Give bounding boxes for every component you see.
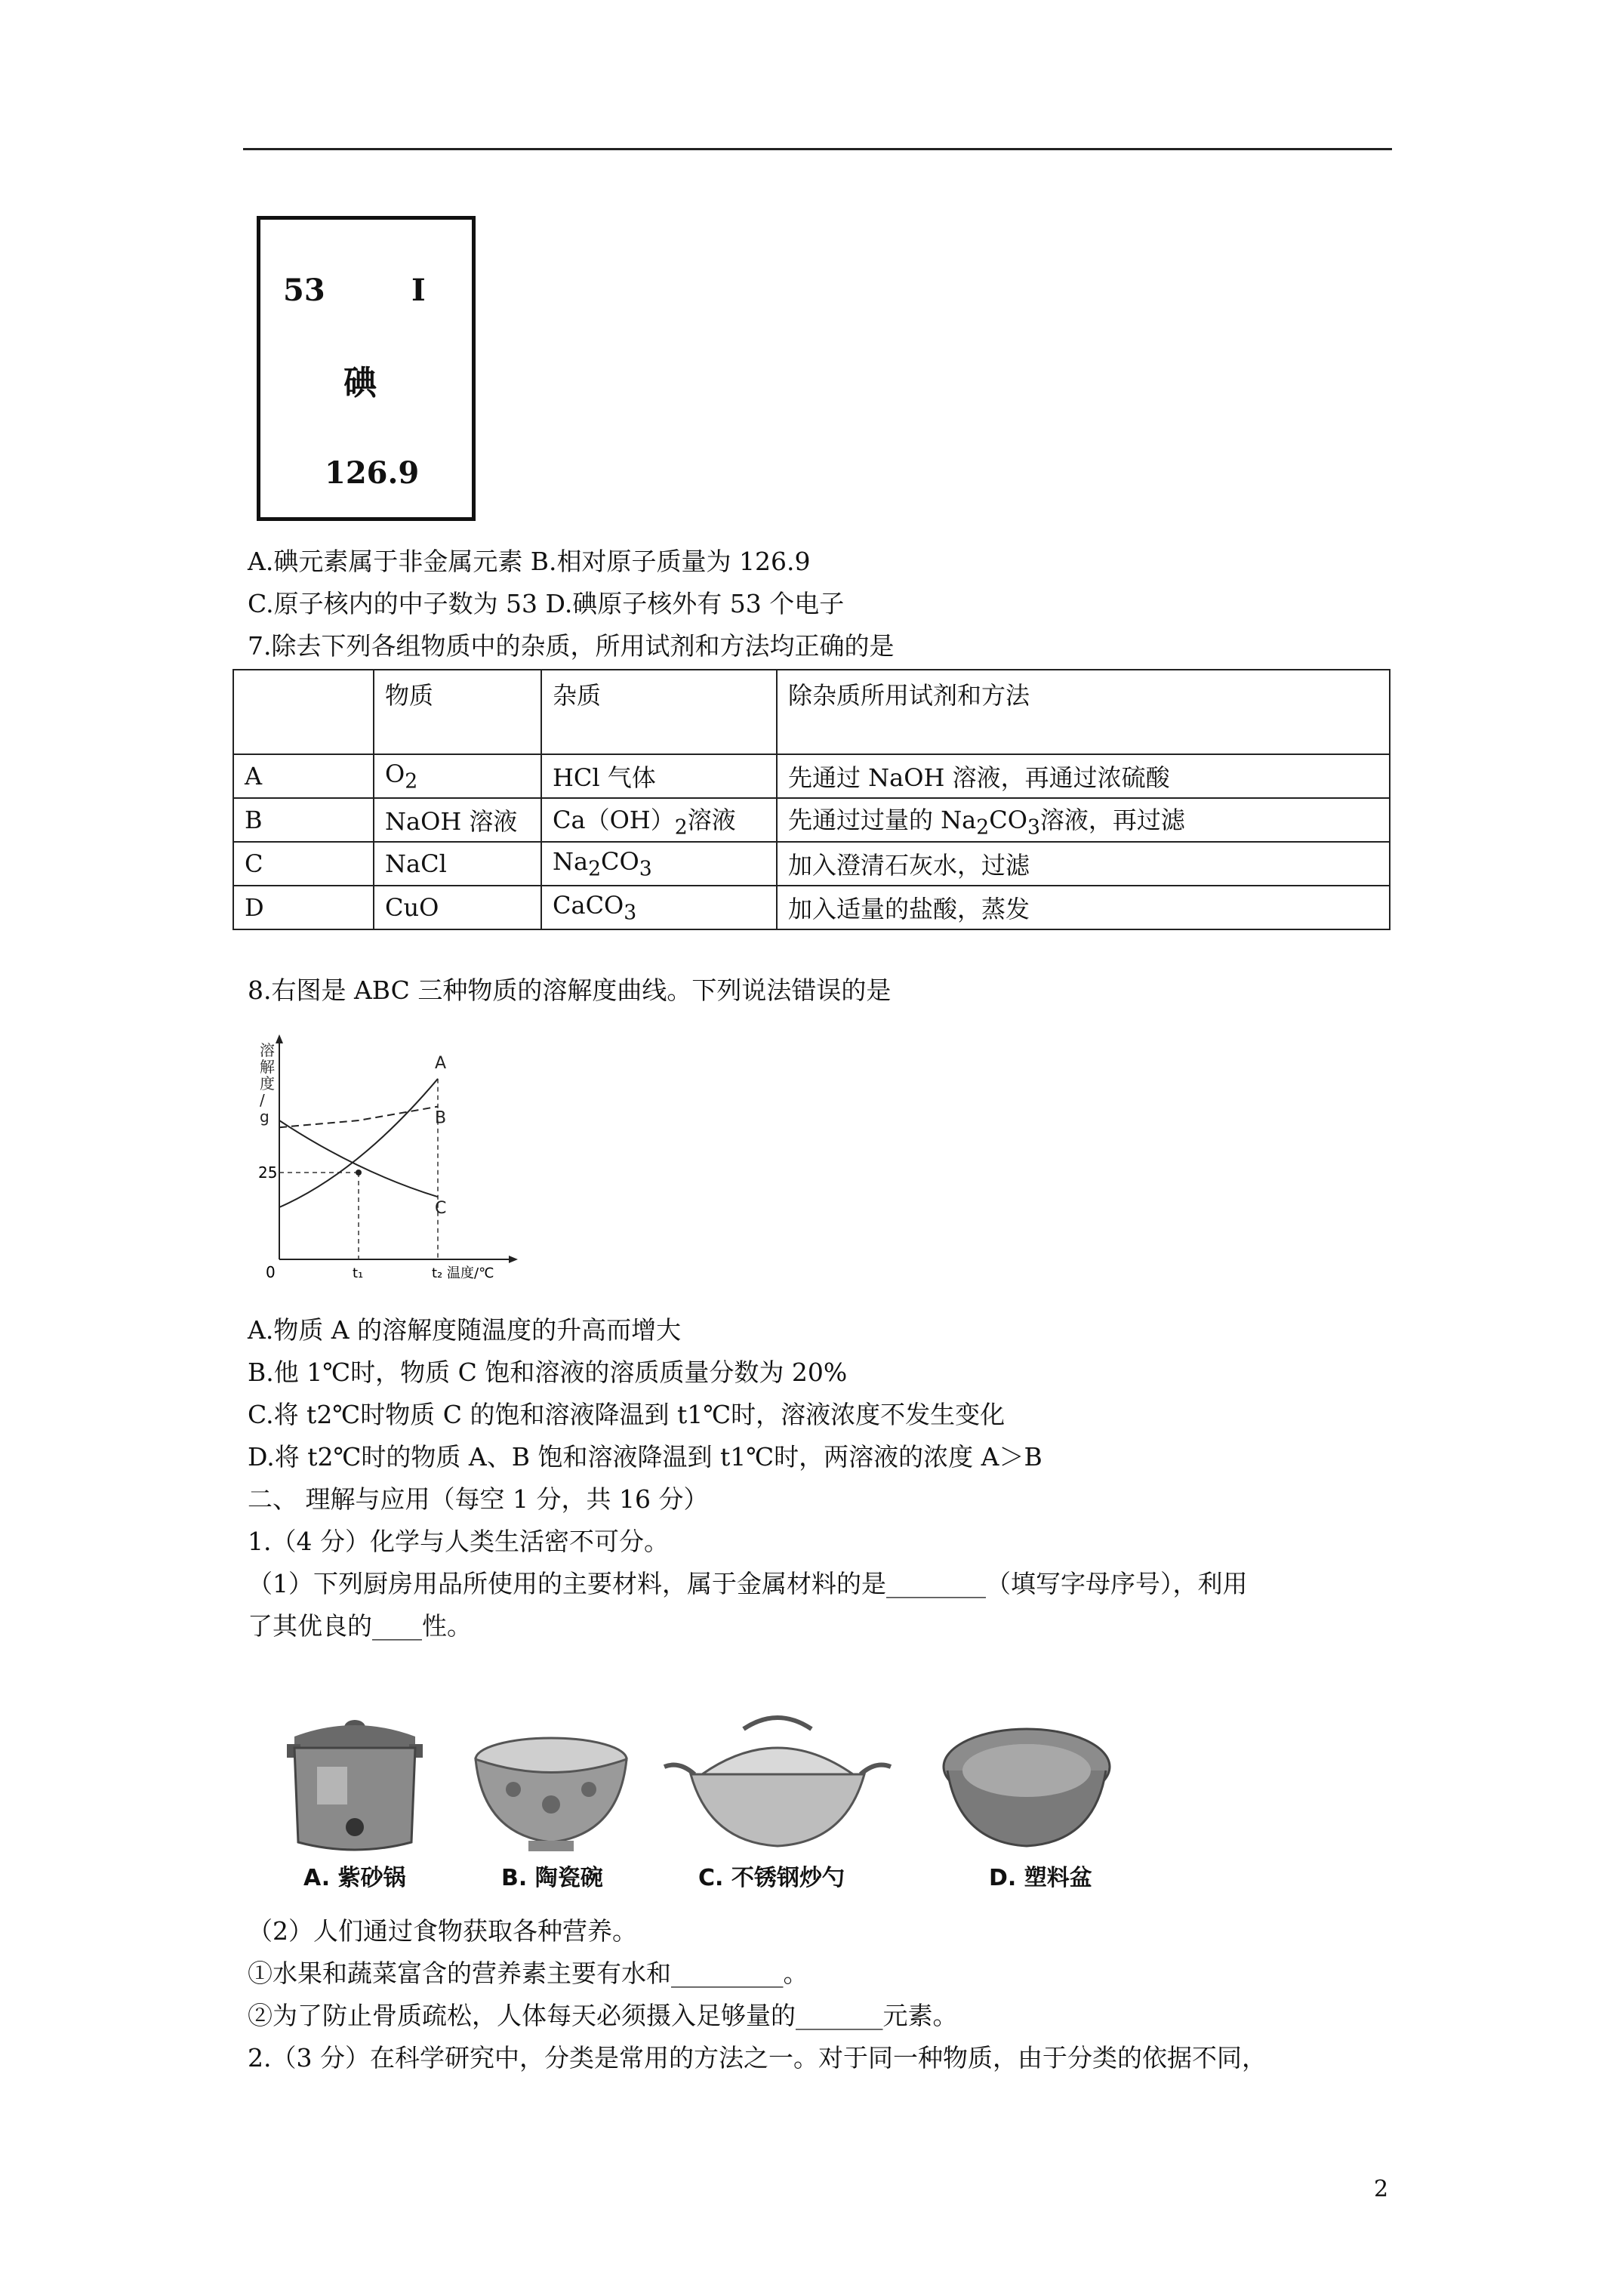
impurity-cell: $Na_2CO_3$ <box>541 842 777 886</box>
q1-1-line-1: （1）下列厨房用品所使用的主要材料，属于金属材料的是________（填写字母序号），利用 <box>248 1569 1248 1598</box>
series-label-A: A <box>435 1053 447 1073</box>
q1-2-title: （2）人们通过食物获取各种营养。 <box>248 1916 637 1946</box>
table-row <box>233 754 1390 798</box>
impurity-cell: $Ca(OH)_2$溶液 <box>541 798 777 842</box>
q8-option-b: B.他 1℃时，物质 C 饱和溶液的溶质质量分数为 20% <box>248 1358 848 1387</box>
atomic-number: 53 <box>283 273 325 308</box>
x-axis-arrow <box>509 1256 518 1263</box>
series-label-B: B <box>435 1108 447 1128</box>
row-label: A <box>233 754 374 798</box>
origin-label: 0 <box>266 1263 276 1281</box>
substance-cell: CuO <box>374 886 541 929</box>
q7-title: 7.除去下列各组物质中的杂质，所用试剂和方法均正确的是 <box>248 631 895 661</box>
solubility-chart <box>257 1033 528 1282</box>
series-line-A <box>279 1079 438 1207</box>
section-heading: 二、 理解与应用（每空 1 分，共 16 分） <box>248 1484 709 1514</box>
atomic-mass: 126.9 <box>325 455 420 491</box>
substance-cell: $O_2$ <box>374 754 541 798</box>
q7-table <box>233 669 1390 930</box>
x-axis-label: 温度/℃ <box>447 1265 494 1281</box>
item-label-d: D. 塑料盆 <box>989 1865 1092 1891</box>
header-rule <box>243 148 1392 150</box>
series-label-C: C <box>435 1199 447 1219</box>
q6-option-line-2: C.原子核内的中子数为 53 D.碘原子核外有 53 个电子 <box>248 589 845 618</box>
row-label: D <box>233 886 374 929</box>
row-label: B <box>233 798 374 842</box>
q6-option-line-1: A.碘元素属于非金属元素 B.相对原子质量为 126.9 <box>248 547 811 576</box>
table-header-row <box>233 670 1390 754</box>
impurity-cell: CaCO$_3$ <box>541 886 777 929</box>
page-number: 2 <box>1374 2176 1389 2202</box>
q8-option-c: C.将 t2℃时物质 C 的饱和溶液降温到 t1℃时，溶液浓度不发生变化 <box>248 1400 1006 1429</box>
method-cell: 加入适量的盐酸，蒸发 <box>777 886 1390 929</box>
row-label: C <box>233 842 374 886</box>
element-name: 碘 <box>343 364 377 402</box>
q8-title: 8.右图是 ABC 三种物质的溶解度曲线。下列说法错误的是 <box>248 975 892 1005</box>
item-label-b: B. 陶瓷碗 <box>501 1865 603 1891</box>
table-header-cell: 除杂质所用试剂和方法 <box>777 670 1390 754</box>
y-axis-label: 溶解度/ g <box>260 1041 275 1126</box>
intersection-point <box>356 1170 362 1176</box>
item-label-c: C. 不锈钢炒勺 <box>698 1865 845 1891</box>
x-tick-1: t₁ <box>353 1265 364 1281</box>
table-header-cell: 杂质 <box>541 670 777 754</box>
method-cell: 加入澄清石灰水，过滤 <box>777 842 1390 886</box>
table-header-cell: 物质 <box>374 670 541 754</box>
periodic-element-card <box>257 216 476 521</box>
x-tick-2: t₂ <box>432 1265 443 1281</box>
table-row <box>233 798 1390 842</box>
impurity-cell: HCl 气体 <box>541 754 777 798</box>
q8-option-d: D.将 t2℃时的物质 A、B 饱和溶液降温到 t1℃时，两溶液的浓度 A＞B <box>248 1442 1042 1472</box>
q1-1-line-2: 了其优良的____性。 <box>248 1611 472 1641</box>
table-row <box>233 886 1390 929</box>
table-row <box>233 842 1390 886</box>
q1-2-b: ②为了防止骨质疏松，人体每天必须摄入足够量的_______元素。 <box>248 2001 958 2030</box>
method-cell: 先通过 NaOH 溶液，再通过浓硫酸 <box>777 754 1390 798</box>
q8-option-a: A.物质 A 的溶解度随温度的升高而增大 <box>248 1315 682 1345</box>
series-line-B <box>279 1107 438 1128</box>
method-cell: 先通过过量的 $Na_2CO_3$溶液，再过滤 <box>777 798 1390 842</box>
element-symbol: I <box>411 273 426 308</box>
q1-2-a: ①水果和蔬菜富含的营养素主要有水和_________。 <box>248 1959 808 1988</box>
table-header-cell <box>233 670 374 754</box>
substance-cell: NaOH 溶液 <box>374 798 541 842</box>
substance-cell: NaCl <box>374 842 541 886</box>
q2-title: 2.（3 分）在科学研究中，分类是常用的方法之一。对于同一种物质，由于分类的依据不同， <box>248 2043 1267 2073</box>
y-tick-25: 25 <box>258 1163 278 1182</box>
q1-title: 1.（4 分）化学与人类生活密不可分。 <box>248 1527 669 1556</box>
item-label-a: A. 紫砂锅 <box>303 1865 406 1891</box>
y-axis-arrow <box>276 1034 283 1043</box>
